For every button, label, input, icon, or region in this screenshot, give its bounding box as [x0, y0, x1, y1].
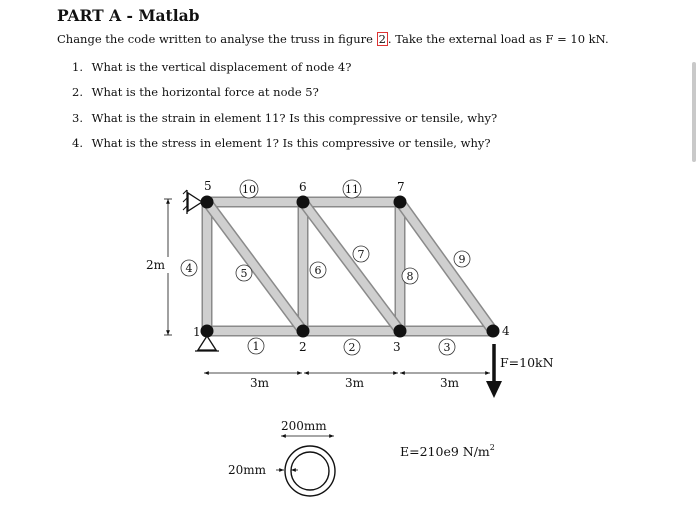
span-dimensions [204, 373, 490, 390]
question-number: 3. [72, 110, 83, 125]
question-number: 1. [72, 60, 83, 74]
span-1-label: 3m [250, 376, 270, 390]
element-label-4: 4 [185, 262, 193, 275]
pin-support-node-5 [183, 190, 202, 214]
span-3-label: 3m [440, 376, 460, 390]
load-label: F=10kN [500, 355, 554, 370]
modulus-text: E=210e9 N/m [400, 444, 490, 459]
node-5 [201, 196, 214, 209]
node-label-2: 2 [299, 340, 307, 354]
height-dimension-label: 2m [146, 258, 166, 272]
height-dimension [144, 199, 172, 335]
span-2-label: 3m [345, 376, 365, 390]
figure-reference-link[interactable]: 2 [378, 32, 386, 46]
node-4 [487, 325, 500, 338]
element-label-1: 1 [252, 340, 260, 353]
node-label-4: 4 [502, 324, 510, 338]
intro-text-after: . Take the external load as F = 10 kN. [387, 32, 609, 46]
cross-section [228, 419, 335, 496]
node-2 [297, 325, 310, 338]
node-7 [394, 196, 407, 209]
section-outer-circle [285, 446, 335, 496]
element-label-6: 6 [314, 264, 322, 277]
element-label-11: 11 [345, 183, 359, 196]
question-number: 4. [72, 135, 83, 150]
node-label-3: 3 [393, 340, 401, 354]
node-3 [394, 325, 407, 338]
part-title: PART A - Matlab [57, 6, 200, 25]
section-thickness-label: 20mm [228, 463, 267, 477]
truss-members [207, 202, 493, 331]
element-label-9: 9 [458, 253, 466, 266]
node-label-6: 6 [299, 180, 307, 194]
modulus-label [400, 443, 495, 459]
intro-text-before: Change the code written to analyse the truss in figure [57, 32, 377, 46]
section-outer-label: 200mm [281, 419, 327, 433]
node-label-7: 7 [397, 180, 405, 194]
element-label-3: 3 [443, 341, 451, 354]
element-label-8: 8 [406, 270, 414, 283]
section-inner-circle [291, 452, 329, 490]
question-text: What is the stress in element 1? Is this compressive or tensile, why? [91, 135, 491, 150]
element-label-7: 7 [357, 248, 365, 261]
question-text: What is the strain in element 11? Is this compressive or tensile, why? [91, 110, 498, 125]
load-arrow [486, 344, 554, 398]
element-label-5: 5 [240, 267, 248, 280]
node-6 [297, 196, 310, 209]
question-number: 2. [72, 85, 83, 100]
question-text: What is the vertical displacement of node 4? [91, 60, 352, 74]
node-label-5: 5 [204, 179, 212, 193]
modulus-exponent: 2 [489, 443, 495, 452]
element-label-2: 2 [348, 341, 356, 354]
node-label-1: 1 [193, 325, 201, 339]
question-text: What is the horizontal force at node 5? [91, 85, 319, 100]
element-label-10: 10 [242, 183, 256, 196]
node-1 [201, 325, 214, 338]
